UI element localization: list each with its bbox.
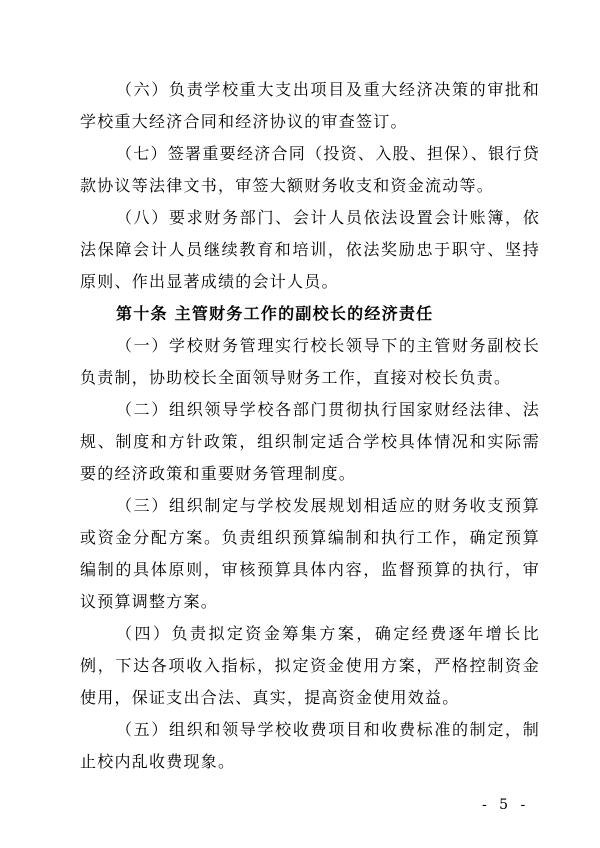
paragraph-item-7: （七）签署重要经济合同（投资、入股、担保）、银行贷款协议等法律文书，审签大额财务收支和资金流动等。 — [80, 144, 540, 195]
paragraph-item-3: （三）组织制定与学校发展规划相适应的财务收支预算或资金分配方案。负责组织预算编制和执行工作，确定预算编制的具体原则，审核预算具体内容，监督预算的执行，审议预算调整方案。 — [80, 496, 540, 611]
paragraph-item-8: （八）要求财务部门、会计人员依法设置会计账簿，依法保障会计人员继续教育和培训，依法奖励忠于职守、坚持原则、作出显著成绩的会计人员。 — [80, 208, 540, 291]
paragraph-item-5: （五）组织和领导学校收费项目和收费标准的制定，制止校内乱收费现象。 — [80, 720, 540, 771]
article-heading: 第十条 主管财务工作的副校长的经济责任 — [116, 304, 434, 323]
paragraph-item-1: （一）学校财务管理实行校长领导下的主管财务副校长负责制，协助校长全面领导财务工作，直接对校长负责。 — [80, 336, 540, 387]
paragraph-item-6: （六）负责学校重大支出项目及重大经济决策的审批和学校重大经济合同和经济协议的审查签订。 — [80, 80, 540, 131]
paragraph-item-2: （二）组织领导学校各部门贯彻执行国家财经法律、法规、制度和方针政策，组织制定适合学校具体情况和实际需要的经济政策和重要财务管理制度。 — [80, 400, 540, 483]
document-body — [80, 74, 540, 778]
paragraph-item-4: （四）负责拟定资金筹集方案，确定经费逐年增长比例，下达各项收入指标，拟定资金使用方案，严格控制资金使用，保证支出合法、真实，提高资金使用效益。 — [80, 624, 540, 707]
page-number: - 5 - — [482, 797, 530, 813]
